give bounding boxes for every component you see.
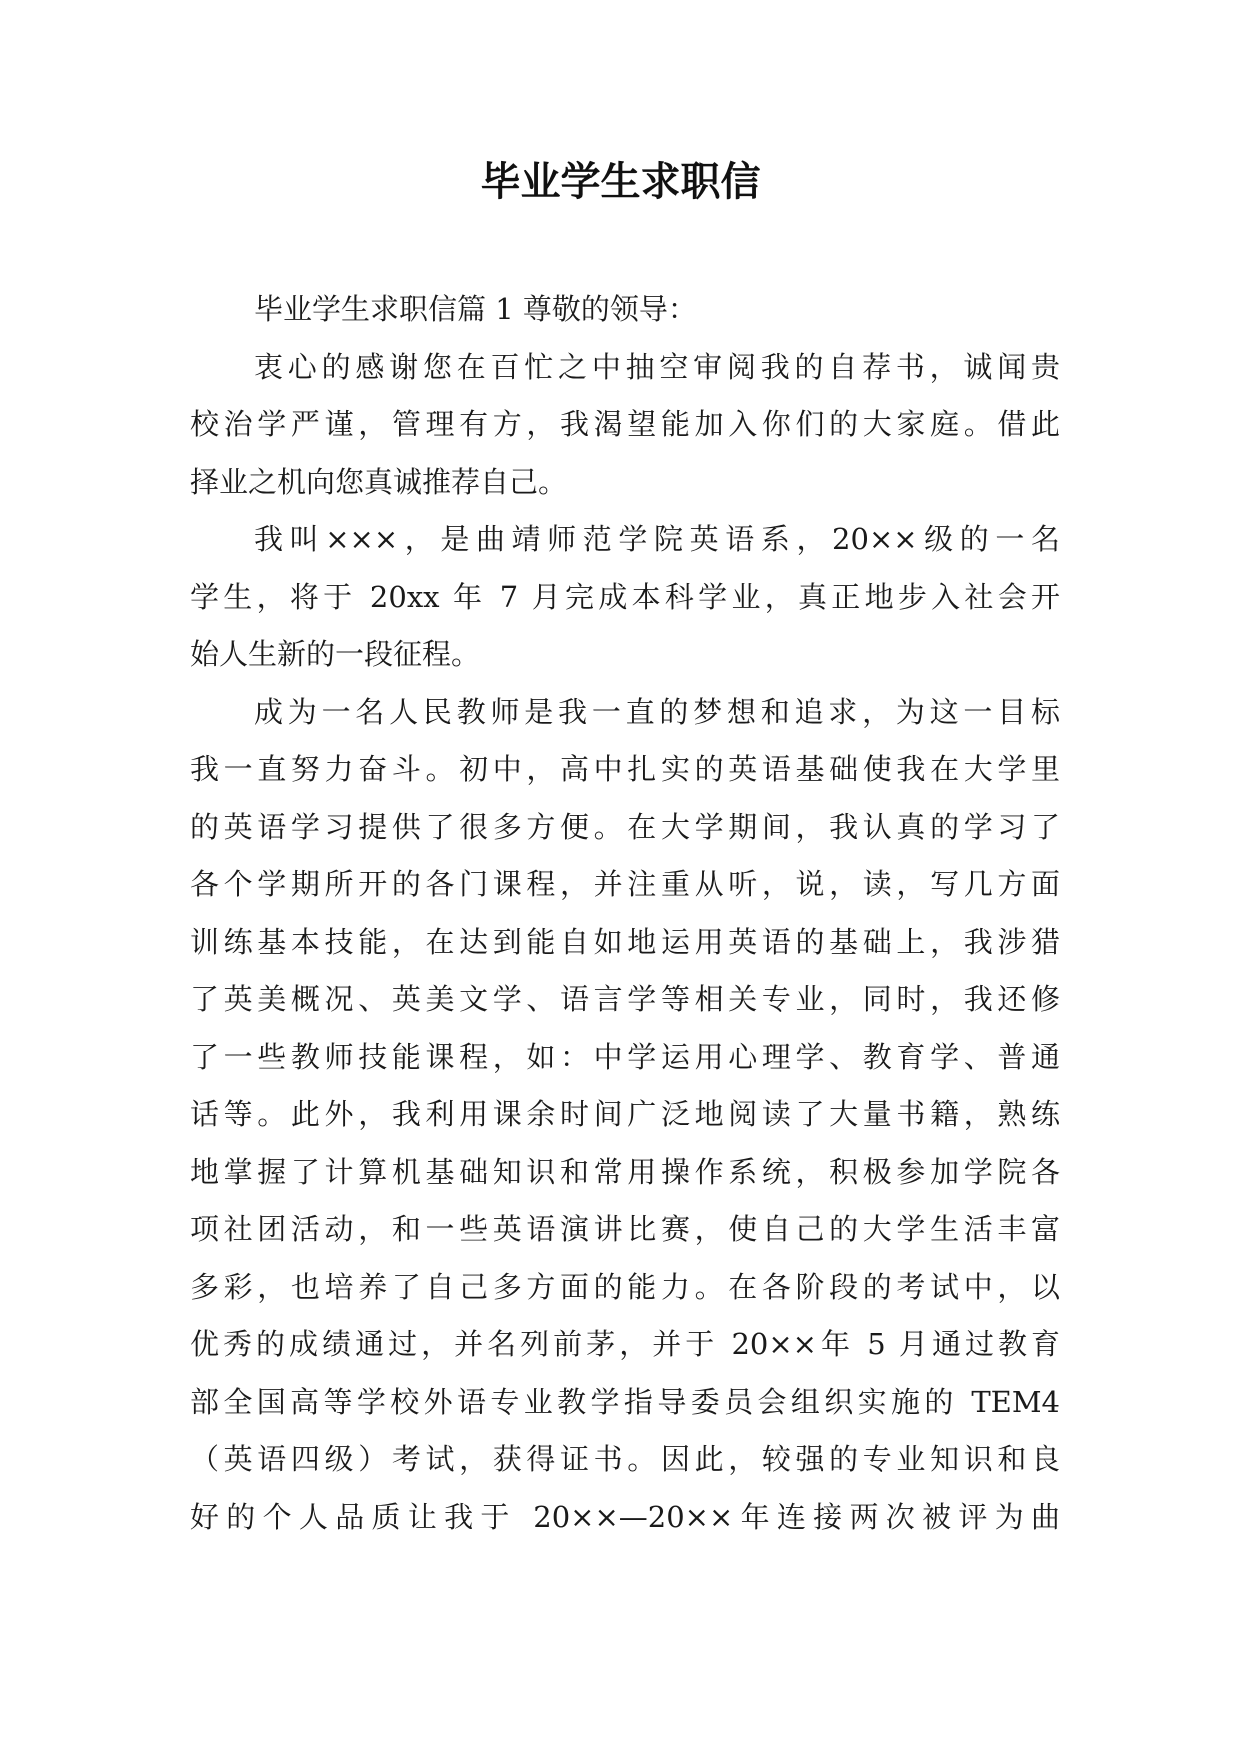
paragraph-line: 成为一名人民教师是我一直的梦想和追求，为这一目标	[254, 694, 1060, 729]
paragraph-line: 校治学严谨，管理有方，我渴望能加入你们的大家庭。借此	[190, 407, 1060, 441]
paragraph-line: 优秀的成绩通过，并名列前茅，并于 20××年 5 月通过教育	[190, 1327, 1060, 1361]
paragraph-line: 各个学期所开的各门课程，并注重从听，说，读，写几方面	[190, 867, 1060, 901]
document-body	[190, 281, 1060, 1546]
paragraph-line: 多彩，也培养了自己多方面的能力。在各阶段的考试中，以	[190, 1269, 1060, 1304]
paragraph-line: 的英语学习提供了很多方便。在大学期间，我认真的学习了	[190, 809, 1060, 844]
paragraph-line: 学生，将于 20xx 年 7 月完成本科学业，真正地步入社会开	[190, 579, 1060, 614]
paragraph-line: 部全国高等学校外语专业教学指导委员会组织实施的 TEM4	[190, 1384, 1060, 1419]
paragraph-line: 始人生新的一段征程。	[190, 637, 481, 671]
paragraph-line: 了英美概况、英美文学、语言学等相关专业，同时，我还修	[190, 982, 1060, 1016]
paragraph-line: 地掌握了计算机基础知识和常用操作系统，积极参加学院各	[190, 1154, 1060, 1189]
paragraph-line: 项社团活动，和一些英语演讲比赛，使自己的大学生活丰富	[190, 1212, 1060, 1246]
document-title: 毕业学生求职信	[480, 159, 761, 205]
paragraph-line: 我一直努力奋斗。初中，高中扎实的英语基础使我在大学里	[190, 752, 1060, 786]
paragraph-line: 好的个人品质让我于 20××—20××年连接两次被评为曲	[190, 1499, 1060, 1534]
paragraph-line: 我叫×××，是曲靖师范学院英语系，20××级的一名	[254, 522, 1060, 556]
paragraph-line: 择业之机向您真诚推荐自己。	[190, 464, 568, 499]
paragraph-line: 衷心的感谢您在百忙之中抽空审阅我的自荐书，诚闻贵	[254, 349, 1060, 384]
paragraph-line: 毕业学生求职信篇 1 尊敬的领导：	[254, 292, 697, 326]
paragraph-line: 话等。此外，我利用课余时间广泛地阅读了大量书籍，熟练	[190, 1097, 1060, 1131]
paragraph-line: 了一些教师技能课程，如：中学运用心理学、教育学、普通	[190, 1039, 1060, 1074]
paragraph-line: 训练基本技能，在达到能自如地运用英语的基础上，我涉猎	[190, 924, 1060, 959]
paragraph-line: （英语四级）考试，获得证书。因此，较强的专业知识和良	[190, 1442, 1060, 1476]
